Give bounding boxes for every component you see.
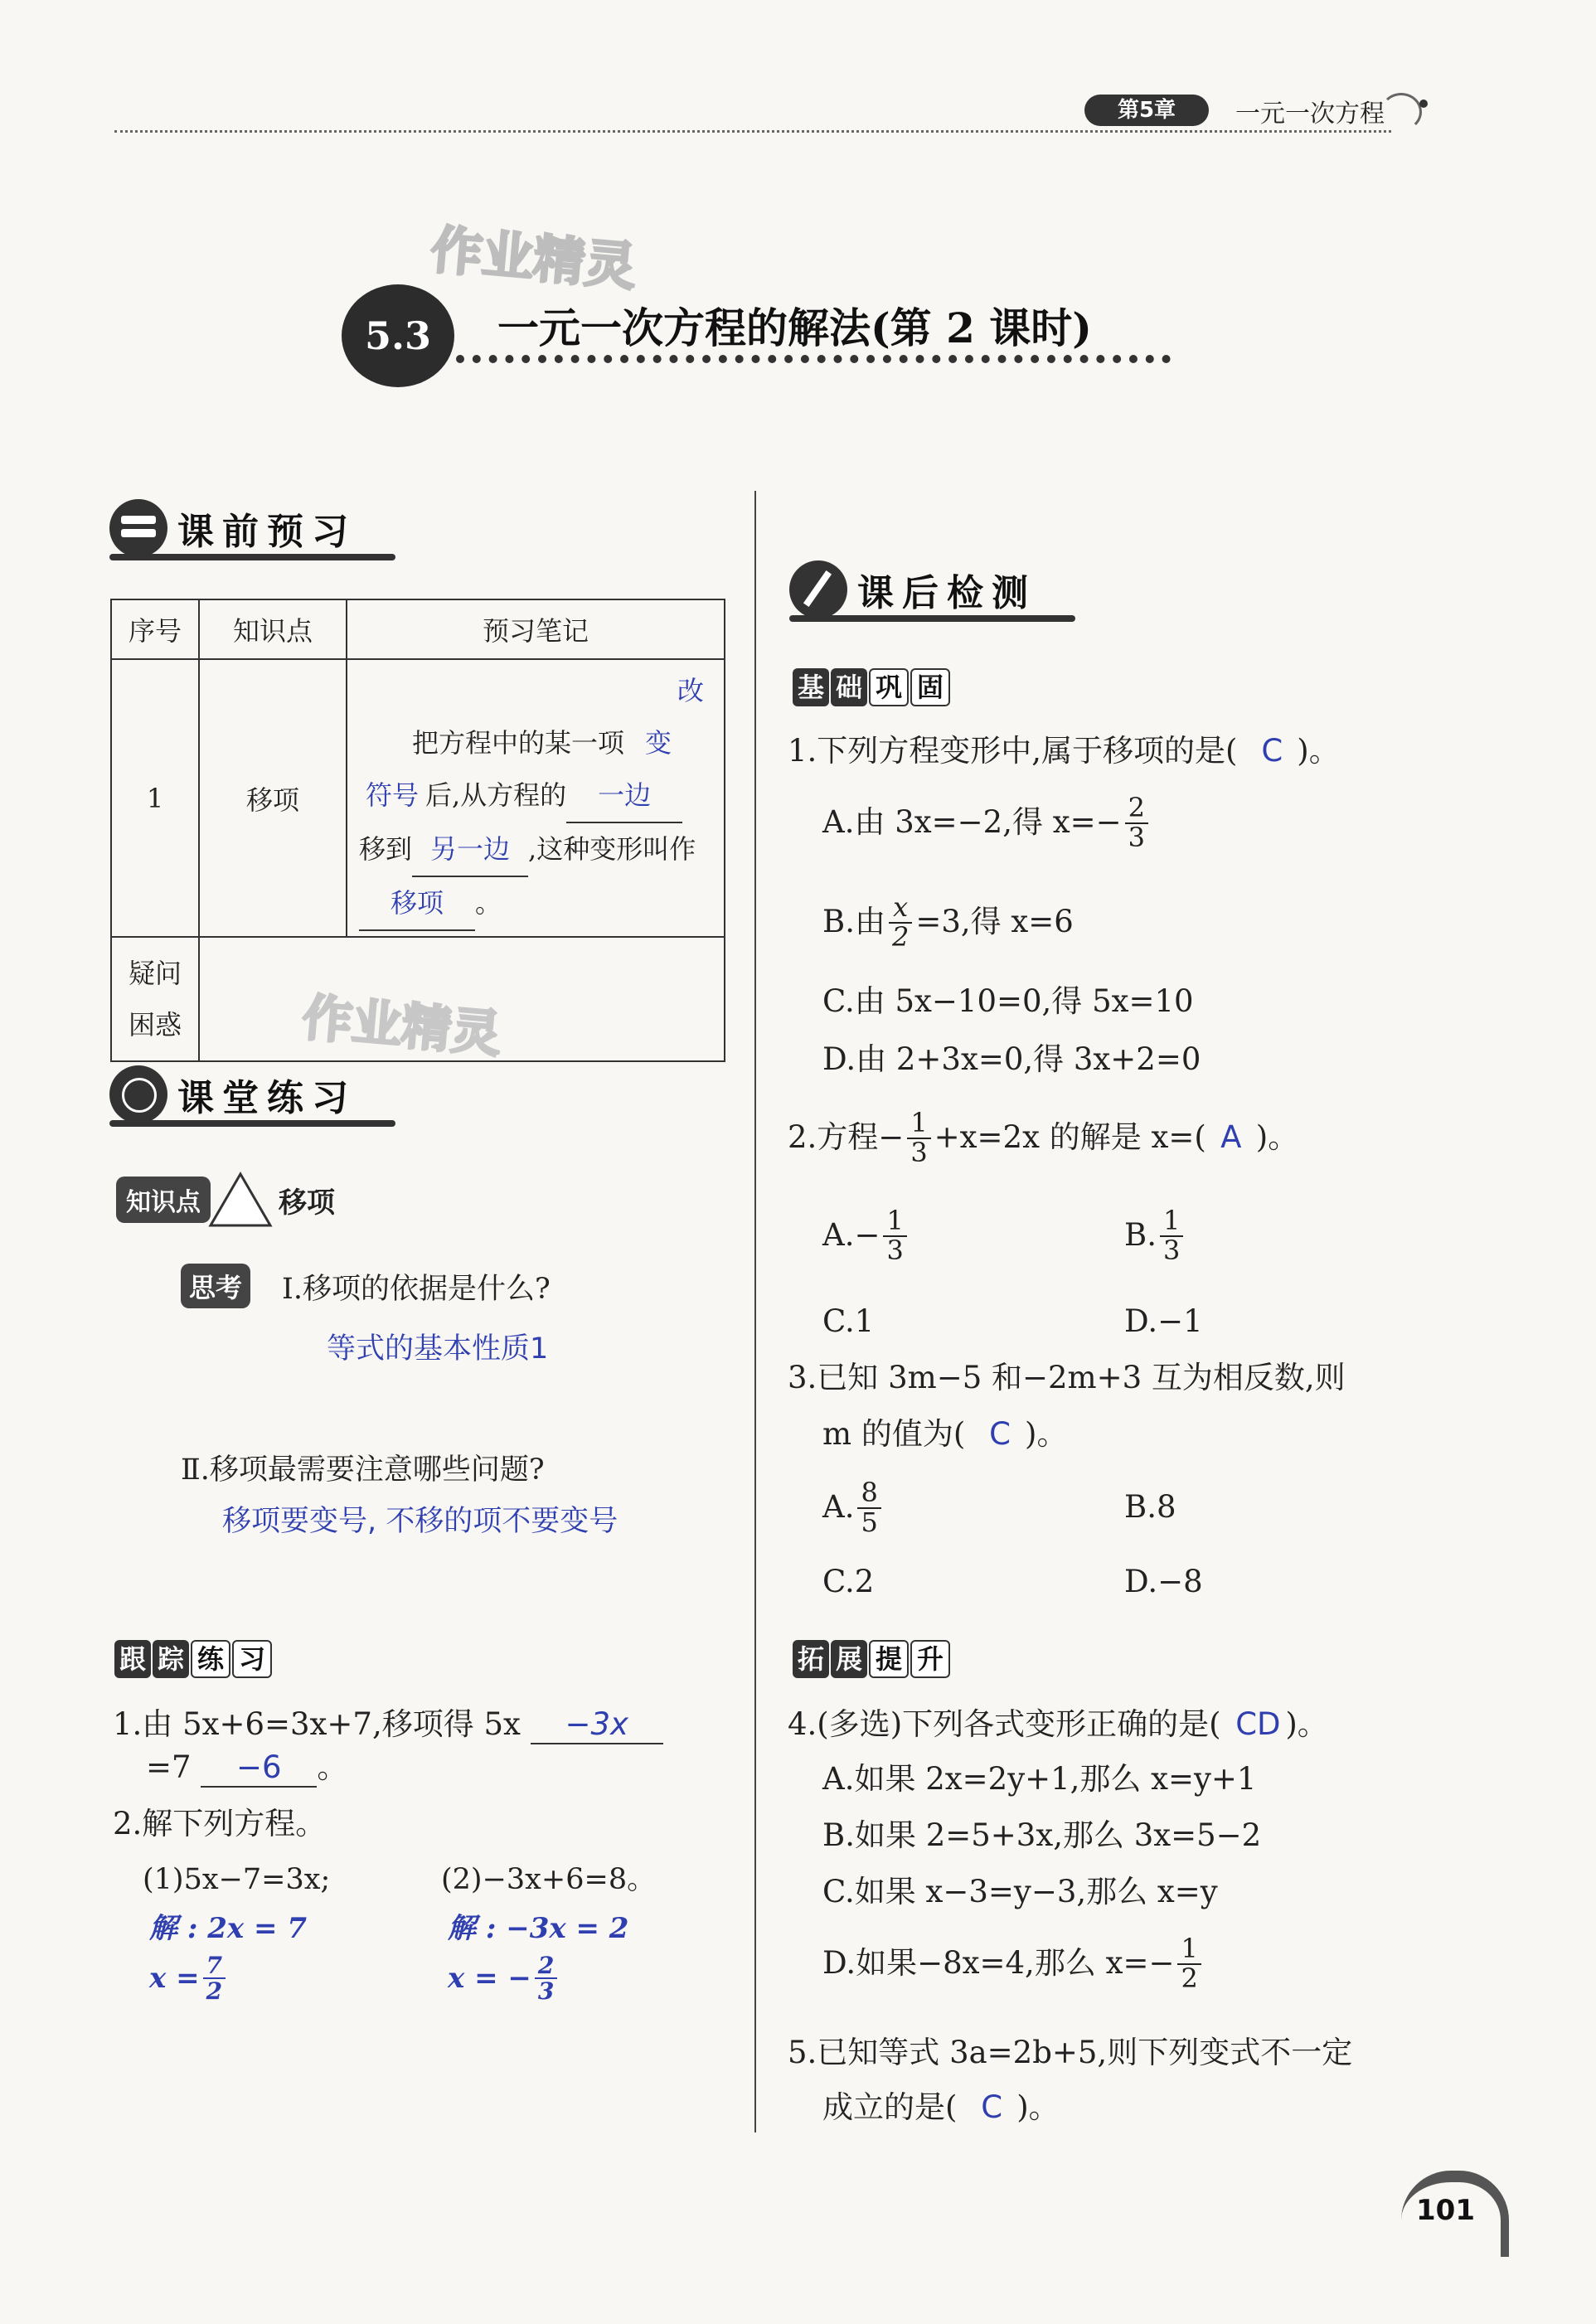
q2-option-a: A.− $\frac{1}{3}$ [822,1207,910,1264]
lesson-number-badge [342,284,454,387]
pre-study-underline [109,554,395,560]
think-question-2: Ⅱ.移项最需要注意哪些问题? [181,1453,545,1487]
pencil-book-icon [789,560,847,619]
watermark-top: 作业精灵 [428,219,639,298]
q2-stem: 2.方程− $\frac{1}{3}$ +x=2x 的解是 x=( A )。 [788,1107,1299,1168]
header-rule [114,130,1391,133]
questions-cell [199,937,725,1061]
knowledge-tag: 知识点 [116,1177,211,1223]
class-practice-underline [109,1120,395,1127]
solution2-line2: x = − $\frac{2}{3}$ [448,1953,560,2004]
blank-yibian: 一边 [566,769,682,823]
section-post-test [789,564,1036,615]
follow-q2-part2: (2)−3x+6=8。 [441,1863,657,1896]
q1-option-c: C.由 5x−10=0,得 5x=10 [822,983,1194,1019]
basic-tag: 基 础 巩 固 [793,667,952,705]
solution2-line1: 解 : −3x = 2 [448,1912,629,1945]
header-dot-icon [1419,99,1428,108]
pre-study-table [110,599,725,1062]
blank-lingyibian: 另一边 [412,823,528,877]
q2-answer: A [1220,1119,1242,1156]
q3-stem-line1: 3.已知 3m−5 和−2m+3 互为相反数,则 [788,1360,1346,1395]
think-answer-2: 移项要变号, 不移的项不要变号 [222,1505,619,1538]
q4-option-c: C.如果 x−3=y−3,那么 x=y [822,1874,1218,1909]
solution1-line2: x = $\frac{7}{2}$ [149,1953,229,2004]
chapter-title: 一元一次方程 [1235,99,1385,129]
row-questions-label: 疑问 困惑 [111,937,199,1061]
think-question-1: Ⅰ.移项的依据是什么? [282,1273,551,1306]
section-class-practice [109,1069,357,1120]
follow-q1-answer1: −3x [531,1706,663,1744]
q5-answer: C [981,2089,1003,2125]
col-header-point: 知识点 [199,599,347,659]
col-header-notes: 预习笔记 [347,599,725,659]
q1-stem: 1.下列方程变形中,属于移项的是( C )。 [788,733,1340,769]
q4-answer: CD [1235,1706,1281,1742]
follow-q2: 2.解下列方程。 [113,1806,327,1841]
follow-q1-line1: 1.由 5x+6=3x+7,移项得 5x −3x [113,1706,663,1744]
q4-stem: 4.(多选)下列各式变形正确的是( CD )。 [788,1706,1328,1742]
post-test-underline [789,615,1075,622]
watermark-middle: 作业精灵 [299,988,504,1065]
q1-option-a: A.由 3x=−2,得 x=− $\frac{2}{3}$ [822,794,1152,851]
solution1-line1: 解 : 2x = 7 [149,1912,307,1945]
blank-gaibian: 改变 [645,675,705,759]
follow-q1-line2: =7 −6 。 [146,1749,347,1788]
q2-option-b: B. $\frac{1}{3}$ [1124,1207,1186,1264]
q3-option-c: C.2 [822,1564,875,1599]
section-pre-study [109,502,357,554]
q5-stem-line2: 成立的是( C )。 [822,2089,1060,2125]
blank-fuhao: 符号 [365,779,419,811]
chapter-badge [1084,95,1209,126]
lesson-title-dots [456,355,1171,363]
q1-answer: C [1261,733,1283,769]
q4-option-b: B.如果 2=5+3x,那么 3x=5−2 [822,1817,1262,1853]
q1-option-d: D.由 2+3x=0,得 3x+2=0 [822,1041,1201,1077]
row1-notes: 把方程中的某一项改变 符号 后,从方程的 一边 移到 另一边 ,这种变形叫作移项 。 [347,659,725,937]
q3-option-a: A. $\frac{8}{5}$ [822,1479,885,1536]
column-divider [754,491,756,2132]
q3-option-d: D.−8 [1124,1564,1203,1599]
lesson-title: 一元一次方程的解法(第 2 课时) [497,303,1092,352]
triangle-icon [207,1171,274,1229]
follow-q2-part1: (1)5x−7=3x; [143,1863,331,1896]
blank-yixiang: 移项 [359,877,475,931]
q3-option-b: B.8 [1124,1489,1176,1525]
q2-option-d: D.−1 [1124,1303,1203,1339]
follow-q1-answer2: −6 [201,1749,317,1788]
row1-point: 移项 [199,659,347,937]
page-number: 101 [1416,2194,1475,2227]
think-tag: 思考 [181,1264,250,1308]
col-header-no: 序号 [111,599,199,659]
q5-stem-line1: 5.已知等式 3a=2b+5,则下列变式不一定 [788,2035,1353,2070]
think-answer-1: 等式的基本性质1 [327,1332,549,1366]
extension-tag: 拓 展 提 升 [793,1638,952,1676]
clock-icon [109,1065,167,1123]
chapter-label: 第5章 [1117,98,1176,123]
q1-option-b: B.由 $\frac{x}{2}$ =3,得 x=6 [822,891,1074,953]
lesson-number: 5.3 [364,313,432,358]
knowledge-point-row [116,1171,335,1229]
knowledge-name: 移项 [279,1186,335,1220]
q4-option-d: D.如果−8x=4,那么 x=− $\frac{1}{2}$ [822,1935,1205,1992]
pre-study-title: 课前预习 [177,511,357,553]
post-test-title: 课后检测 [857,572,1036,614]
header-swirl-icon [1380,93,1422,131]
follow-practice-tag: 跟 踪 练 习 [114,1638,274,1676]
q3-stem-line2: m 的值为( C )。 [822,1416,1068,1452]
book-stack-icon [109,499,167,557]
q2-option-c: C.1 [822,1303,875,1339]
row1-no: 1 [111,659,199,937]
q4-option-a: A.如果 2x=2y+1,那么 x=y+1 [822,1761,1257,1797]
class-practice-title: 课堂练习 [177,1077,357,1119]
q3-answer: C [989,1416,1011,1452]
